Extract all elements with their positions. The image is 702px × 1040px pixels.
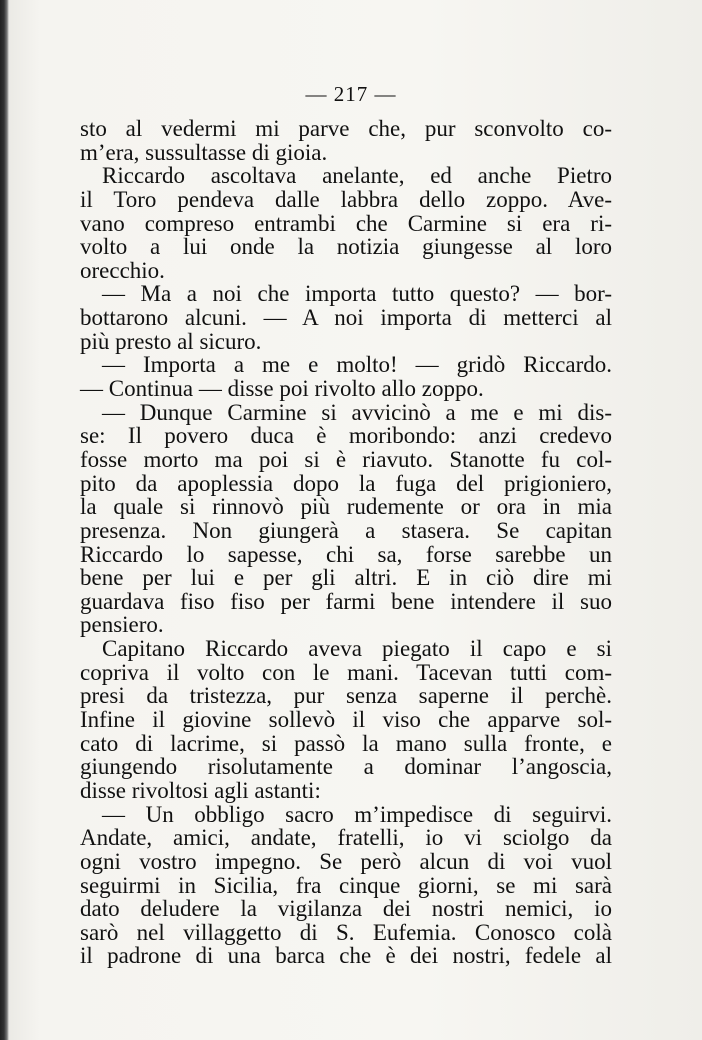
text-line: — Un obbligo sacro m’impedisce di seguirvi. — [102, 801, 612, 827]
text-line: seguirmi in Sicilia, fra cinque giorni, se mi sarà — [80, 872, 612, 898]
text-line: bottarono alcuni. — A noi importa di metterci al — [80, 305, 612, 331]
text-line: bene per lui e per gli altri. E in ciò dire mi — [80, 565, 612, 591]
text-line: guardava fiso fiso per farmi bene intendere il suo — [80, 588, 612, 614]
text-line: più presto al sicuro. — [80, 328, 262, 354]
text-line: vano compreso entrambi che Carmine si era ri- — [80, 210, 612, 236]
text-line: Capitano Riccardo aveva piegato il capo e si — [102, 636, 612, 662]
text-line: sto al vedermi mi parve che, pur sconvolto co- — [80, 116, 612, 141]
text-line: copriva il volto con le mani. Tacevan tutti com- — [80, 659, 612, 685]
text-line: pito da apoplessia dopo la fuga del prigioniero, — [80, 470, 612, 496]
text-line: Andate, amici, andate, fratelli, io vi sciolgo da — [80, 825, 612, 851]
text-line: ogni vostro impegno. Se però alcun di voi vuol — [80, 848, 612, 874]
text-line: sarò nel villaggetto di S. Eufemia. Conosco colà — [80, 919, 612, 945]
text-line: presi da tristezza, pur senza saperne il perchè. — [80, 683, 612, 709]
text-line: volto a lui onde la notizia giungesse al loro — [80, 234, 612, 260]
text-line: Riccardo lo sapesse, chi sa, forse sarebbe un — [80, 541, 612, 567]
text-line: giungendo risolutamente a dominar l’angoscia, — [80, 754, 612, 780]
text-line: il padrone di una barca che è dei nostri, fedele al — [80, 943, 612, 969]
text-line: Riccardo ascoltava anelante, ed anche Pietro — [102, 163, 612, 189]
text-line: fosse morto ma poi si è riavuto. Stanotte fu col- — [80, 446, 612, 472]
text-line: — Ma a noi che importa tutto questo? — bor- — [102, 281, 612, 307]
text-line: Infine il giovine sollevò il viso che apparve sol- — [80, 707, 612, 733]
text-line: dato deludere la vigilanza dei nostri nemici, io — [80, 896, 612, 922]
page-binding-edge — [0, 0, 9, 1040]
text-line: — Dunque Carmine si avvicinò a me e mi dis- — [102, 399, 612, 425]
text-line: m’era, sussultasse di gioia. — [80, 139, 328, 165]
text-line: orecchio. — [80, 257, 165, 283]
text-line: la quale si rinnovò più rudemente or ora in mia — [80, 494, 612, 520]
text-line: presenza. Non giungerà a stasera. Se capitan — [80, 517, 612, 543]
text-line: disse rivoltosi agli astanti: — [80, 777, 321, 803]
text-line: — Importa a me e molto! — gridò Riccardo. — [102, 352, 612, 378]
text-line: cato di lacrime, si passò la mano sulla fronte, e — [80, 730, 612, 756]
page-number: — 217 — — [305, 82, 397, 106]
text-line: — Continua — disse poi rivolto allo zoppo. — [80, 376, 484, 402]
text-line: se: Il povero duca è moribondo: anzi credevo — [80, 423, 612, 449]
text-line: il Toro pendeva dalle labbra dello zoppo. Ave- — [80, 186, 612, 212]
text-line: pensiero. — [80, 612, 164, 638]
body-text — [80, 117, 612, 968]
